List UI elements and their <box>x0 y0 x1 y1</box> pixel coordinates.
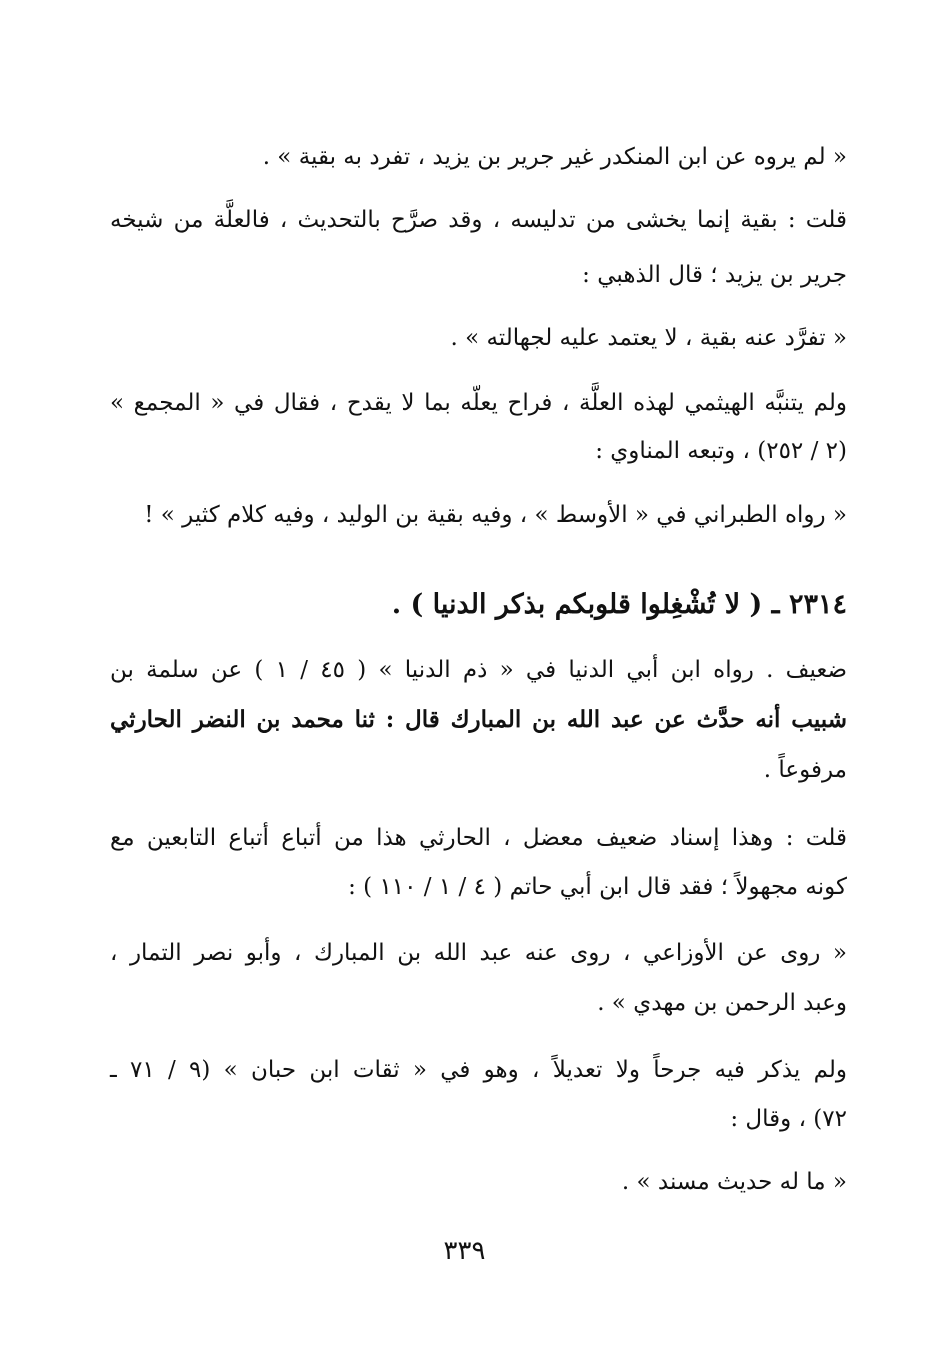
text-line: كونه مجهولاً ؛ فقد قال ابن أبي حاتم ( ٤ / ١ / ١١٠ ) : <box>348 874 847 900</box>
text-line: (٢ / ٢٥٢) ، وتبعه المناوي : <box>595 438 847 464</box>
text-line: ضعيف . رواه ابن أبي الدنيا في « ذم الدنيا » ( ٤٥ / ١ ) عن سلمة بن <box>110 657 848 683</box>
quote-line: « ما له حديث مسند » . <box>621 1169 847 1195</box>
text-line: شبيب أنه حدَّث عن عبد الله بن المبارك قال : ثنا محمد بن النضر الحارثي <box>110 706 847 733</box>
text-line: ولم يذكر فيه جرحاً ولا تعديلاً ، وهو في « ثقات ابن حبان » (٩ / ٧١ ـ <box>110 1057 847 1083</box>
quote-line: « لم يروه عن ابن المنكدر غير جرير بن يزيد ، تفرد به بقية » . <box>262 144 847 170</box>
text-line: مرفوعاً . <box>763 757 847 783</box>
text-line: قلت : بقية إنما يخشى من تدليسه ، وقد صرَّح بالتحديث ، فالعلَّة من شيخه <box>110 207 847 233</box>
hadith-heading: ٢٣١٤ ـ ( لا تُشْغِلوا قلوبكم بذكر الدنيا ) . <box>391 589 847 620</box>
quote-line: « روى عن الأوزاعي ، روى عنه عبد الله بن المبارك ، وأبو نصر التمار ، <box>110 940 847 966</box>
quote-line: « رواه الطبراني في « الأوسط » ، وفيه بقية بن الوليد ، وفيه كلام كثير » ! <box>144 502 847 528</box>
text-line: جرير بن يزيد ؛ قال الذهبي : <box>582 262 847 288</box>
quote-line: « تفرَّد عنه بقية ، لا يعتمد عليه لجهالته » . <box>450 325 847 351</box>
text-line: ولم يتنبَّه الهيثمي لهذه العلَّة ، فراح يعلّه بما لا يقدح ، فقال في « المجمع » <box>110 390 847 416</box>
page-number: ٣٣٩ <box>443 1236 486 1266</box>
quote-line: وعبد الرحمن بن مهدي » . <box>597 990 847 1016</box>
text-line: قلت : وهذا إسناد ضعيف معضل ، الحارثي هذا من أتباع أتباع التابعين مع <box>110 825 847 851</box>
text-line: ٧٢) ، وقال : <box>730 1106 847 1132</box>
